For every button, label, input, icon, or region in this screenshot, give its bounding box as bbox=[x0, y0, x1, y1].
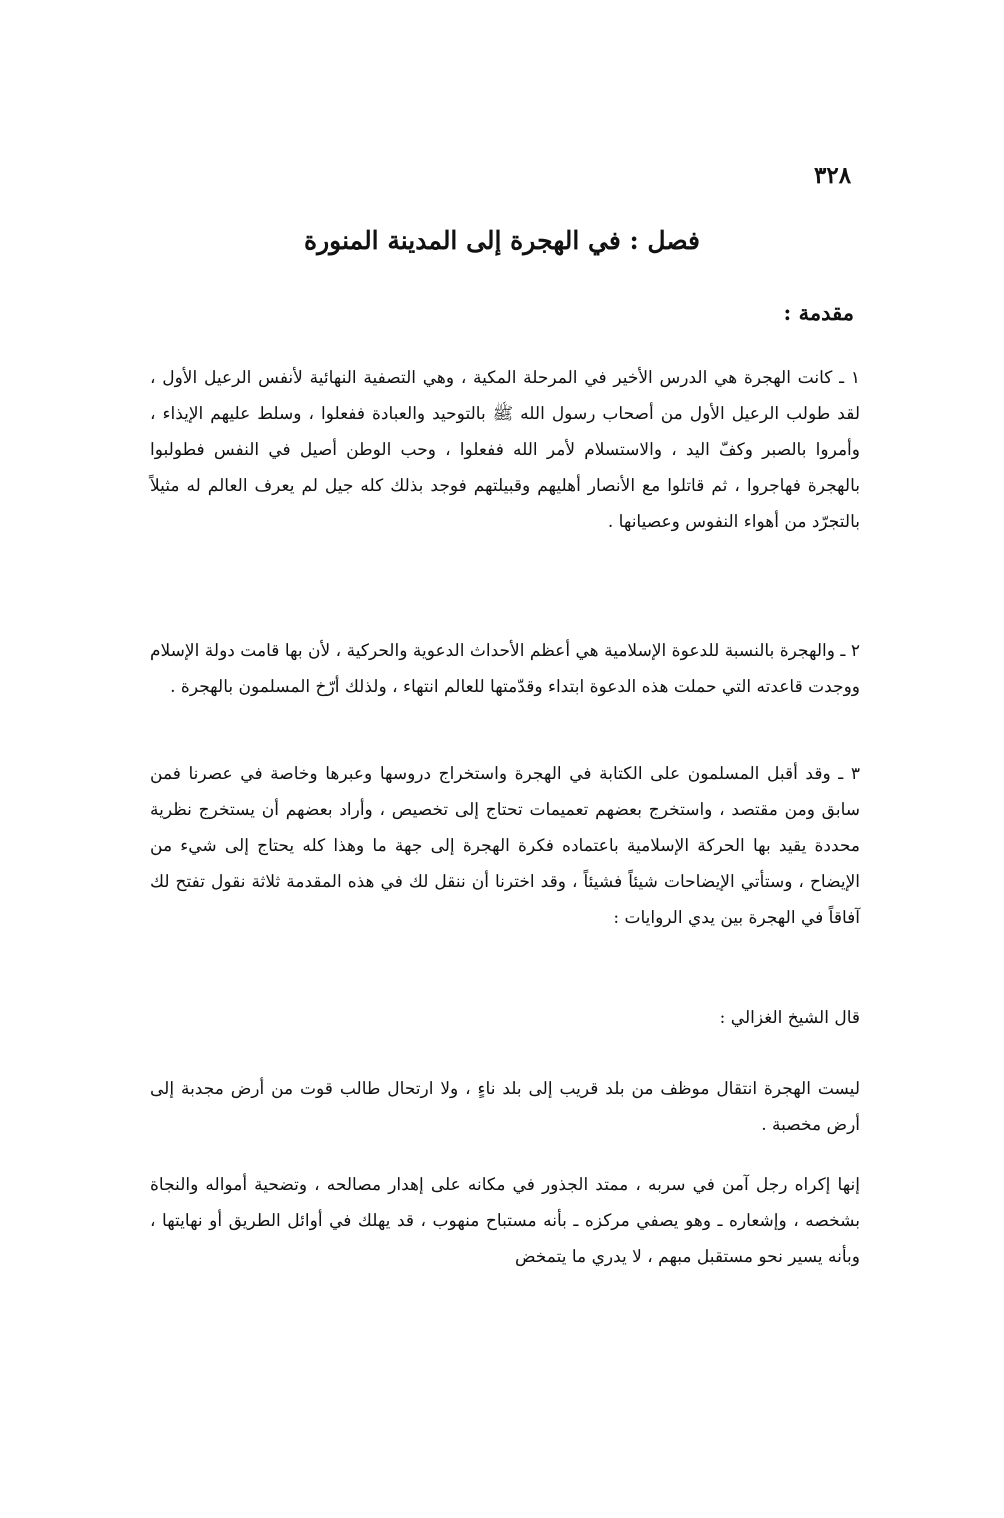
paragraph-text: ليست الهجرة انتقال موظف من بلد قريب إلى بلد ناءٍ ، ولا ارتحال طالب قوت من أرض مجدبة إلى أرض مخصبة . bbox=[150, 1079, 860, 1135]
paragraph-text: ٣ ـ وقد أقبل المسلمون على الكتابة في الهجرة واستخراج دروسها وعبرها وخاصة في عصرنا فمن سابق ومن مقتصد ، واستخرج بعضهم تعميمات تحتاج إلى تخصيص ، وأراد بعضهم أن يستخرج نظرية محددة يقيد بها الحركة الإسلامية باعتماده فكرة الهجرة إلى جهة ما وهذا كله يحتاج إلى شيء من الإيضاح ، وستأتي الإيضاحات شيئاً فشيئاً ، وقد اخترنا أن ننقل لك في هذه المقدمة ثلاثة نقول تفتح لك آفاقاً في الهجرة بين يدي الروايات : bbox=[150, 764, 860, 928]
chapter-title: فصل : في الهجرة إلى المدينة المنورة bbox=[303, 226, 700, 255]
quote-paragraph-2 bbox=[150, 1167, 860, 1275]
paragraph-2 bbox=[150, 633, 860, 705]
paragraph-text: قال الشيخ الغزالي : bbox=[719, 1008, 860, 1028]
section-heading: مقدمة : bbox=[783, 300, 854, 325]
paragraph-text: إنها إكراه رجل آمن في سربه ، ممتد الجذور في مكانه على إهدار مصالحه ، وتضحية أمواله والنجاة بشخصه ، وإشعاره ـ وهو يصفي مركزه ـ بأنه مستباح منهوب ، قد يهلك في أوائل الطريق أو نهايتها ، وبأنه يسير نحو مستقبل مبهم ، لا يدري ما يتمخض bbox=[150, 1175, 860, 1267]
paragraph-text: ١ ـ كانت الهجرة هي الدرس الأخير في المرحلة المكية ، وهي التصفية النهائية لأنفس الرعيل الأول ، لقد طولب الرعيل الأول من أصحاب رسول الله ﷺ بالتوحيد والعبادة ففعلوا ، وسلط عليهم الإيذاء ، وأمروا بالصبر وكفّ اليد ، والاستسلام لأمر الله ففعلوا ، وحب الوطن أصيل في النفس فطولبوا بالهجرة فهاجروا ، ثم قاتلوا مع الأنصار أهليهم وقبيلتهم فوجد بذلك كله جيل لم يعرف العالم له مثيلاً بالتجرّد من أهواء النفوس وعصيانها . bbox=[150, 368, 860, 532]
page-number: ٣٢٨ bbox=[814, 162, 852, 189]
paragraph-3 bbox=[150, 756, 860, 936]
paragraph-1 bbox=[150, 360, 860, 540]
quote-paragraph-1 bbox=[150, 1071, 860, 1143]
paragraph-text: ٢ ـ والهجرة بالنسبة للدعوة الإسلامية هي أعظم الأحداث الدعوية والحركية ، لأن بها قامت دولة الإسلام ووجدت قاعدته التي حملت هذه الدعوة ابتداء وقدّمتها للعالم انتهاء ، ولذلك أرّخ المسلمون بالهجرة . bbox=[150, 641, 860, 697]
quote-attribution bbox=[150, 1000, 860, 1036]
